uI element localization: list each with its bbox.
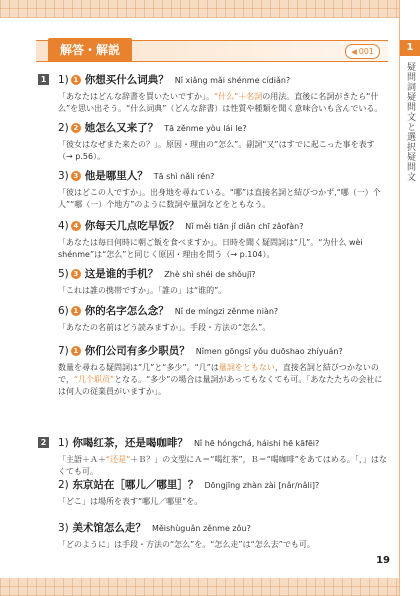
explanation-segment: 「どのように」は手段・方法の“怎么”を。“怎么走”は“怎么去”でも可。 xyxy=(58,540,315,549)
pinyin-text: Zhè shì shéi de shǒujī? xyxy=(164,270,256,279)
section-header xyxy=(36,40,388,62)
question-text: 他是哪里人？ xyxy=(84,170,148,182)
explanation-text xyxy=(58,362,388,398)
question-number: 5) xyxy=(58,268,69,280)
question-text: 美术馆怎么走？ xyxy=(72,522,146,534)
header-title: 解答・解説 xyxy=(48,38,132,62)
pinyin-text: Dōngjīng zhàn zài [nǎr/nǎli]? xyxy=(204,481,320,490)
question-line xyxy=(58,120,388,136)
question-text: 这是谁的手机？ xyxy=(84,268,159,280)
pinyin-text: Nǐ měi tiān jǐ diǎn chī zǎofàn? xyxy=(185,222,304,231)
explanation-segment: 数量を尋ねる疑問詞は“几”と“多少”。“几”は xyxy=(58,363,219,372)
answer-choice-badge: 4 xyxy=(71,221,81,231)
question-number: 1) xyxy=(58,74,69,86)
question-number: 2) xyxy=(58,122,69,134)
page-number: 19 xyxy=(376,555,390,566)
pinyin-text: Nǐmen gōngsī yǒu duōshao zhíyuán? xyxy=(195,347,343,356)
question-item xyxy=(58,72,388,116)
question-item xyxy=(58,303,388,333)
question-text: 你想买什么词典？ xyxy=(84,74,169,86)
pinyin-text: Tā zěnme yòu lái le? xyxy=(164,124,247,133)
question-item xyxy=(58,168,388,212)
answer-choice-badge: 1 xyxy=(71,346,81,356)
decorative-top-band xyxy=(0,0,400,18)
question-number: 4) xyxy=(58,220,69,232)
question-line xyxy=(58,72,388,88)
highlighted-phrase: “几个职员” xyxy=(73,375,115,384)
question-text: 你们公司有多少职员？ xyxy=(84,345,190,357)
section-number-1: 1 xyxy=(38,74,49,85)
question-item xyxy=(58,266,388,296)
explanation-text xyxy=(58,91,388,115)
answer-choice-badge: 2 xyxy=(71,123,81,133)
question-line xyxy=(58,343,388,359)
highlighted-phrase: 量詞をともない xyxy=(218,363,275,372)
speaker-icon: ◀ xyxy=(351,48,357,56)
section-number-2: 2 xyxy=(38,437,49,448)
highlighted-phrase: “什么”＋名詞 xyxy=(214,92,263,101)
question-text: 你的名字怎么念？ xyxy=(84,305,169,317)
question-number: 1) xyxy=(58,437,69,449)
question-text: 你喝红茶，还是喝咖啡？ xyxy=(72,437,188,449)
question-number: 6) xyxy=(58,305,69,317)
chapter-title-vertical: 疑問詞疑問文と選択疑問文 xyxy=(405,62,415,182)
question-item xyxy=(58,120,388,164)
question-text: 你每天几点吃早饭？ xyxy=(84,220,180,232)
question-line xyxy=(58,266,388,282)
explanation-text xyxy=(58,285,388,297)
explanation-segment: ＋Ｂ？」の文型にＡ＝“喝红茶”，Ｂ＝“喝咖啡”をあてはめる。「，」はなくても可。 xyxy=(58,455,387,476)
question-item xyxy=(58,435,388,476)
pinyin-text: Tā shì nǎli rén? xyxy=(153,172,215,181)
question-item xyxy=(58,520,388,556)
pinyin-text: Měishùguǎn zěnme zǒu? xyxy=(151,524,251,533)
explanation-segment: 「あなたはどんな辞書を買いたいですか」。 xyxy=(58,92,214,101)
explanation-segment: 「彼女はなぜまた来たの？」。原因・理由の“怎么”。副詞“又”はすでに起こった事を表す（→ p.56）。 xyxy=(58,140,375,161)
explanation-segment: 「これは誰の携帯ですか」。「誰の」は“谁的”。 xyxy=(58,286,227,295)
chapter-number: 1 xyxy=(400,40,420,56)
answer-choice-badge: 3 xyxy=(71,171,81,181)
explanation-text xyxy=(58,496,388,508)
explanation-segment: 「あなたは毎日何時に朝ご飯を食べますか」。日時を聞く疑問詞は“几”。“为什么 wèi shénme”は“怎么”と同じく原因・理由を問う（→ p.104）。 xyxy=(58,238,363,259)
explanation-segment: 「どこ」は場所を表す“哪儿／哪里”を。 xyxy=(58,497,203,506)
explanation-segment: 「主語＋Ａ＋ xyxy=(58,455,106,464)
question-line xyxy=(58,168,388,184)
answer-choice-badge: 1 xyxy=(71,306,81,316)
decorative-bottom-band xyxy=(0,578,400,596)
question-item xyxy=(58,343,388,413)
explanation-text xyxy=(58,187,388,211)
question-number: 3) xyxy=(58,170,69,182)
answer-choice-badge: 3 xyxy=(71,269,81,279)
chapter-side-tab xyxy=(399,0,420,596)
answer-choice-badge: 1 xyxy=(71,75,81,85)
question-line xyxy=(58,477,388,493)
explanation-segment: 「彼はどこの人ですか」。出身地を尋ねている。“哪”は直接名詞と結びつかず,“哪（一）个人”“哪（一）个地方”のように数詞や量詞などをともなう。 xyxy=(58,188,381,209)
question-number: 2) xyxy=(58,479,69,491)
question-text: 东京站在［哪儿／哪里］？ xyxy=(72,479,199,491)
question-number: 7) xyxy=(58,345,69,357)
explanation-segment: となる。“多少”の場合は量詞があってもなくても可。「あなたたちの会社には何人の従業員がいますか」。 xyxy=(58,375,383,396)
highlighted-phrase: “还是” xyxy=(106,455,131,464)
explanation-text xyxy=(58,454,388,478)
pinyin-text: Nǐ xiǎng mǎi shénme cídiǎn? xyxy=(174,76,291,85)
question-item xyxy=(58,477,388,513)
audio-track-badge[interactable] xyxy=(345,44,380,59)
question-number: 3) xyxy=(58,522,69,534)
track-number: 001 xyxy=(358,47,374,56)
explanation-segment: 「あなたの名前はどう読みますか」。手段・方法の“怎么”。 xyxy=(58,323,271,332)
explanation-text xyxy=(58,139,388,163)
explanation-text xyxy=(58,539,388,551)
explanation-text xyxy=(58,322,388,334)
pinyin-text: Nǐ de míngzi zěnme niàn? xyxy=(174,307,279,316)
explanation-text xyxy=(58,237,388,261)
question-item xyxy=(58,218,388,262)
question-line xyxy=(58,303,388,319)
explanation-segment: ，直接名詞と結びつかないので， xyxy=(58,363,379,384)
question-line xyxy=(58,218,388,234)
pinyin-text: Nǐ hē hóngchá, háishi hē kāfēi? xyxy=(193,439,320,448)
explanation-segment: の用法。直後に名詞がきたら“什么”を思い出そう。“什么词典”（どんな辞書）は性質や種類を聞く意味合いも含んでいる。 xyxy=(58,92,383,113)
question-text: 她怎么又来了？ xyxy=(84,122,159,134)
question-line xyxy=(58,435,388,451)
question-line xyxy=(58,520,388,536)
